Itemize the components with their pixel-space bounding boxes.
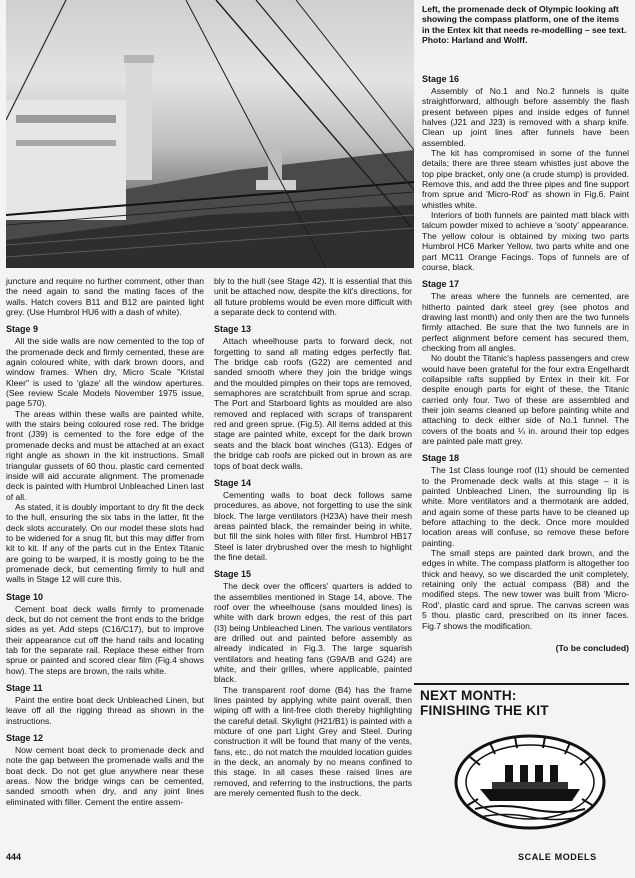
paragraph: The deck over the officers' quarters is added to the assemblies mentioned in Stage 14, above. The roof over the wheelhouse (sans moulded lines) is white with dark brown edges, the rest of this part (I3) being Unbleached Linen. The various ventilators are drilled out and painted before assembly as already indicated in Fig.3. The large squarish ventilators and heating fans (G9A/B and G24) are white, and their grilles, where applicable, painted black. <box>214 581 412 685</box>
paragraph: The small steps are painted dark brown, and the edges in white. The compass platform is altogether too thick and heavy, so we discarded the unit completely, retaining only the actual compass (B8) and the modified steps. The new tower was built from 'Micro-Rod', plastic card and sprue. The canvas screen was 5 thou. plastic card, prescribed on its inner faces. Fig.7 shows the modification. <box>422 548 629 631</box>
next-month-title: FINISHING THE KIT <box>420 703 549 718</box>
paragraph: Assembly of No.1 and No.2 funnels is quite straightforward, although before assembly the flash present between pipes and inside edges of funnel halves (J21 and J23) is removed with a sharp knife. Clean up joint lines after funnels have been assembled. <box>422 86 629 148</box>
stage-heading: Stage 13 <box>214 324 252 335</box>
paragraph: As stated, it is doubly important to dry fit the deck to the hull, ensuring the six tabs in the latter, fit the deck slots accurately. On our model these slots had to be widened for a snug fit, but this may differ from kit to kit. If any of the parts cut in the Entex Titanic are going to be warped, it is mostly going to be the promenade deck, but cementing firmly to hull and walls in Stage 12 will cure this. <box>6 501 204 585</box>
text-column-2 <box>214 276 412 798</box>
paragraph: Interiors of both funnels are painted matt black with talcum powder mixed to achieve a 'sooty' appearance. The yellow colour is obtained by mixing two parts Humbrol HC6 Marker Yellow, two parts white and one part MC11 Orange Facings. Tops of funnels are of course, black. <box>422 210 629 272</box>
section-divider <box>414 683 629 685</box>
stage-heading: Stage 18 <box>422 453 460 464</box>
ship-deck-photo <box>6 0 414 268</box>
stage-heading: Stage 12 <box>6 733 44 744</box>
paragraph: Cementing walls to boat deck follows same procedures, as above, not forgetting to use the sink block. The large ventilators (H23A) have their mesh areas painted black, the remainder being in white, but fill the sink holes with filler first. Humbrol HB17 Steel is later drybrushed over the mesh to highlight the fine detail. <box>214 489 412 562</box>
titanic-ship-logo-icon <box>450 727 610 837</box>
text-column-3 <box>422 73 629 653</box>
next-month-banner <box>420 688 630 718</box>
paragraph: Attach wheelhouse parts to forward deck, not forgetting to sand all mating edges perfectly flat. The bridge cab roofs (G22) are cemented and sanded smooth where they join the bridge wings and the moulded pimples on their tops are removed, semaphores are scratchbuilt from sprue and scrap. The Port and Starboard lights as moulded are also removed and replaced with scraps of transparent red and green sprue. (Fig.5). All items added at this stage are painted white, except for the dark brown seats and the black boat winches (G13). Edges of the bridge cab roofs are picked out in brown as are tops of boat deck walls. <box>214 336 412 471</box>
paragraph: bly to the hull (see Stage 42). It is essential that this unit be attached now, despite the kit's directions, for all future problems would be even more difficult with a separate deck to contend with. <box>214 276 412 318</box>
stage-heading: Stage 9 <box>6 324 39 335</box>
paragraph: The kit has compromised in some of the funnel details; there are three steam whistles just above the top pipe bracket, only one (a crude stump) is provided. Remove this, and add the three pipes and fine support from sprue and 'Micro-Rod' as shown in Fig.6. Paint whistles white. <box>422 148 629 210</box>
paragraph: The areas within these walls are painted white, with the stairs being coloured rose red. The bridge front (J39) is cemented to the fore edge of the promenade decks and must be attached at an exact right angle as shown in the kit instructions. Small triangular gussets of 60 thou. plastic card cemented inside will aid accurate alignment. The promenade deck is painted with Humbrol Unbleached Linen last of all. <box>6 408 204 502</box>
paragraph: The 1st Class lounge roof (I1) should be cemented to the Promenade deck walls at this stage – it is painted Unbleached Linen, the surrounding lip is white. More ventilators and a thermotank are added, and again some of these parts have to be cleaned up before attaching to the deck. Once more moulded location areas will confuse, so remove these before painting. <box>422 465 629 548</box>
paragraph: Now cement boat deck to promenade deck and note the gap between the promenade walls and the boat deck. Do not get glue anywhere near these areas. Now the bridge wings can be cemented, sanded smooth when dry, and any joint lines eliminated with filler. Cement the entire assem- <box>6 745 204 807</box>
stage-heading: Stage 11 <box>6 683 43 694</box>
text-column-1 <box>6 276 204 807</box>
paragraph: juncture and require no further comment, other than the need again to sand the mating faces of the walls. Hatch covers B11 and B12 are painted light grey. (Use Humbrol HU6 with a dash of white). <box>6 276 204 318</box>
paragraph: No doubt the Titanic's hapless passengers and crew would have been grateful for the four extra Engelhardt collapsible rafts supplied by Entex in their kit. For despite enough parts for eight of these, the Titanic carried only four. Two of these are assembled and their join seams cleaned up before painting white and attaching to deck either side of No.1 funnel. The covers of the boats and ¼ in. around their top edges are painted pale matt grey. <box>422 353 629 446</box>
paragraph: The areas where the funnels are cemented, are hitherto painted dark steel grey (see photos and drawing last month) and only then are the two funnels firmly attached. Be sure that the two funnels are in perfect alignment before cement has secured them, checking from all angles. <box>422 291 629 353</box>
paragraph: Cement boat deck walls firmly to promenade deck, but do not cement the front ends to the bridge sides as yet. Add steps (C16/C17), but to improve their appearance cut off the hand rails and locating tab for the separate rail. Replace these either from sprue or painted and scored clear film (Fig.4 shows how). The steps are brown, the rails white. <box>6 603 204 676</box>
paragraph: Paint the entire boat deck Unbleached Linen, but leave off all the rigging thread as shown in the instructions. <box>6 695 204 726</box>
photo-caption: Left, the promenade deck of Olympic looking aft showing the compass platform, one of the items in the Entex kit that needs re-modelling – see text. Photo: Harland and Wolff. <box>422 4 627 45</box>
stage-heading: Stage 17 <box>422 279 460 290</box>
stage-heading: Stage 16 <box>422 74 460 84</box>
ship-deck-photo-icon <box>6 0 414 268</box>
page-number: 444 <box>6 852 22 862</box>
paragraph: All the side walls are now cemented to the top of the promenade deck and firmly cemented, these are again coloured white, with dark brown doors, and window frames. When dry, Micro Scale "Kristal Kleer" is used to 'glaze' all the window apertures. (See review Scale Models November 1975 issue, page 570). <box>6 336 204 409</box>
stage-heading: Stage 10 <box>6 591 44 602</box>
stage-heading: Stage 15 <box>214 569 252 580</box>
magazine-name: SCALE MODELS <box>518 852 597 862</box>
to-be-concluded-note: (To be concluded) <box>555 642 629 653</box>
next-month-label: NEXT MONTH: <box>420 688 517 703</box>
paragraph: The transparent roof dome (B4) has the frame lines painted by applying white paint overall, then wiping off with a lint-free cloth thereby highlighting the careful detail. Skylight (H21/B1) is painted with a mixture of one part Light Grey and Steel. During construction it will be found that many of the vents, fans, etc., do not match the moulded location guides in the deck, an anomaly by no means confined to this stage. In all cases these raised lines are removed, and referring to the instructions, the parts are merely cemented flush to the deck. <box>214 684 412 799</box>
stage-heading: Stage 14 <box>214 477 252 488</box>
